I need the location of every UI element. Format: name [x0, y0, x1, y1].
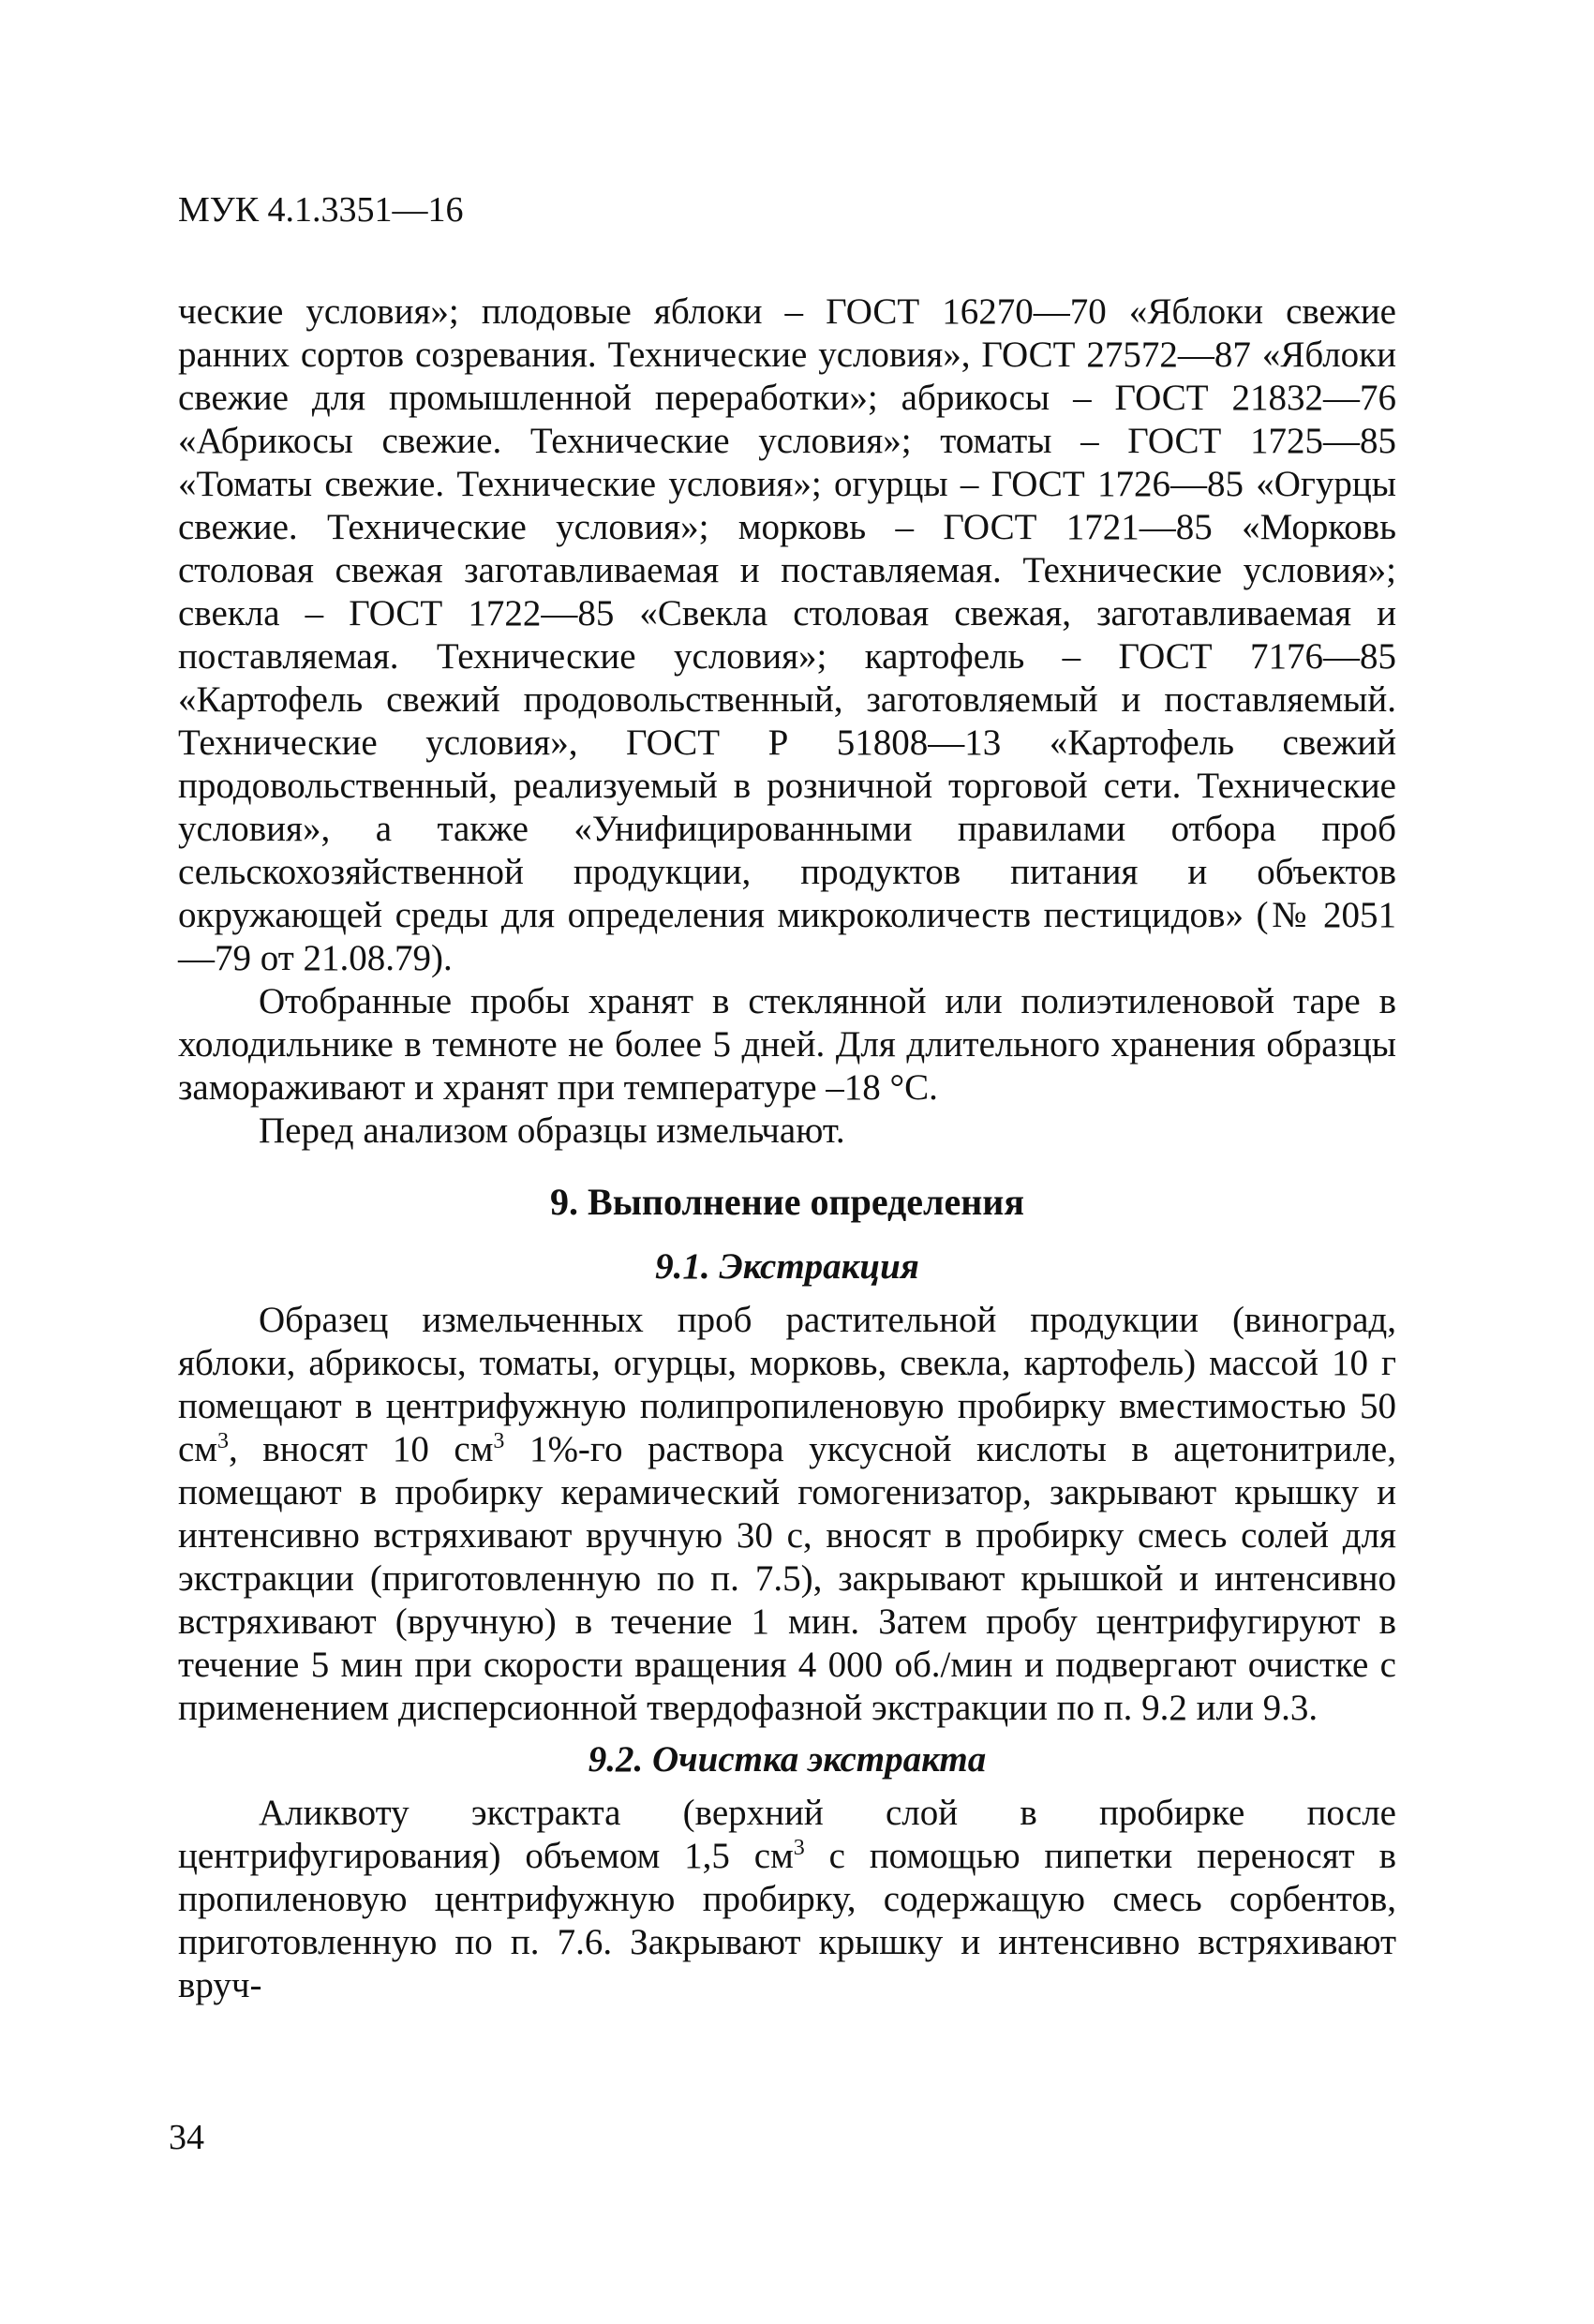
paragraph-storage: Отобранные пробы хранят в стеклянной или полиэтиленовой таре в холодильнике в темноте не более 5 дней. Для длительного хранения образцы замораживают и хранят при температуре –18 °С.: [178, 981, 1396, 1108]
subsection-title-9-2: 9.2. Очистка экстракта: [588, 1739, 987, 1780]
subsection-title-9-1: 9.1. Экстракция: [655, 1246, 919, 1287]
document-page: [178, 187, 1396, 2007]
paragraph-extract-cleanup: [178, 1792, 1396, 2007]
extraction-text-a: Образец измельченных проб растительной продукции (виноград, яблоки, абрикосы, томаты, огурцы, морковь, свекла, картофель) массой 10 г помещают в центрифужную полипропиленовую пробирку вместимостью 50 см: [178, 1300, 1396, 1469]
paragraph-extraction: [178, 1299, 1396, 1730]
page-number: 34: [169, 2118, 204, 2157]
section-title-9: 9. Выполнение определения: [550, 1181, 1024, 1223]
cleanup-text-b: с помощью пипетки переносят в пропиленовую центрифужную пробирку, содержащую смесь сорбентов, приготовленную по п. 7.6. Закрывают крышку и интенсивно встряхивают вруч-: [178, 1836, 1396, 2005]
cleanup-text-a: Аликвоту экстракта (верхний слой в пробирке после центрифугирования) объемом 1,5 см: [178, 1793, 1396, 1876]
superscript-cubic: 3: [793, 1836, 805, 1860]
superscript-cubic: 3: [493, 1429, 505, 1453]
paragraph-grinding: Перед анализом образцы измельчают.: [259, 1110, 845, 1151]
extraction-text-c: 1%-го раствора уксусной кислоты в ацетонитриле, помещают в пробирку керамический гомогенизатор, закрывают крышку и интенсивно встряхивают вручную 30 с, вносят в пробирку смесь солей для экстракции (приготовленную по п. 7.5), закрывают крышкой и интенсивно встряхивают (вручную) в течение 1 мин. Затем пробу центрифугируют в течение 5 мин при скорости вращения 4 000 об./мин и подвергают очистке с применением дисперсионной твердофазной экстракции по п. 9.2 или 9.3.: [178, 1429, 1396, 1728]
paragraph-sampling-standards: ческие условия»; плодовые яблоки – ГОСТ 16270—70 «Яблоки свежие ранних сортов созревания. Технические условия», ГОСТ 27572—87 «Яблоки свежие для промышленной переработки»; абрикосы – ГОСТ 21832—76 «Абрикосы свежие. Технические условия»; томаты – ГОСТ 1725—85 «Томаты свежие. Технические условия»; огурцы – ГОСТ 1726—85 «Огурцы свежие. Технические условия»; морковь – ГОСТ 1721—85 «Морковь столовая свежая заготавливаемая и поставляемая. Технические условия»; свекла – ГОСТ 1722—85 «Свекла столовая свежая, заготавливаемая и поставляемая. Технические условия»; картофель – ГОСТ 7176—85 «Картофель свежий продовольственный, заготовляемый и поставляемый. Технические условия», ГОСТ Р 51808—13 «Картофель свежий продовольственный, реализуемый в розничной торговой сети. Технические условия», а также «Унифицированными правилами отбора проб сельскохозяйственной продукции, продуктов питания и объектов окружающей среды для определения микроколичеств пестицидов» (№ 2051—79 от 21.08.79).: [178, 291, 1396, 978]
extraction-text-b: , вносят 10 см: [229, 1429, 494, 1469]
document-header: МУК 4.1.3351—16: [178, 190, 464, 230]
superscript-cubic: 3: [217, 1429, 229, 1453]
